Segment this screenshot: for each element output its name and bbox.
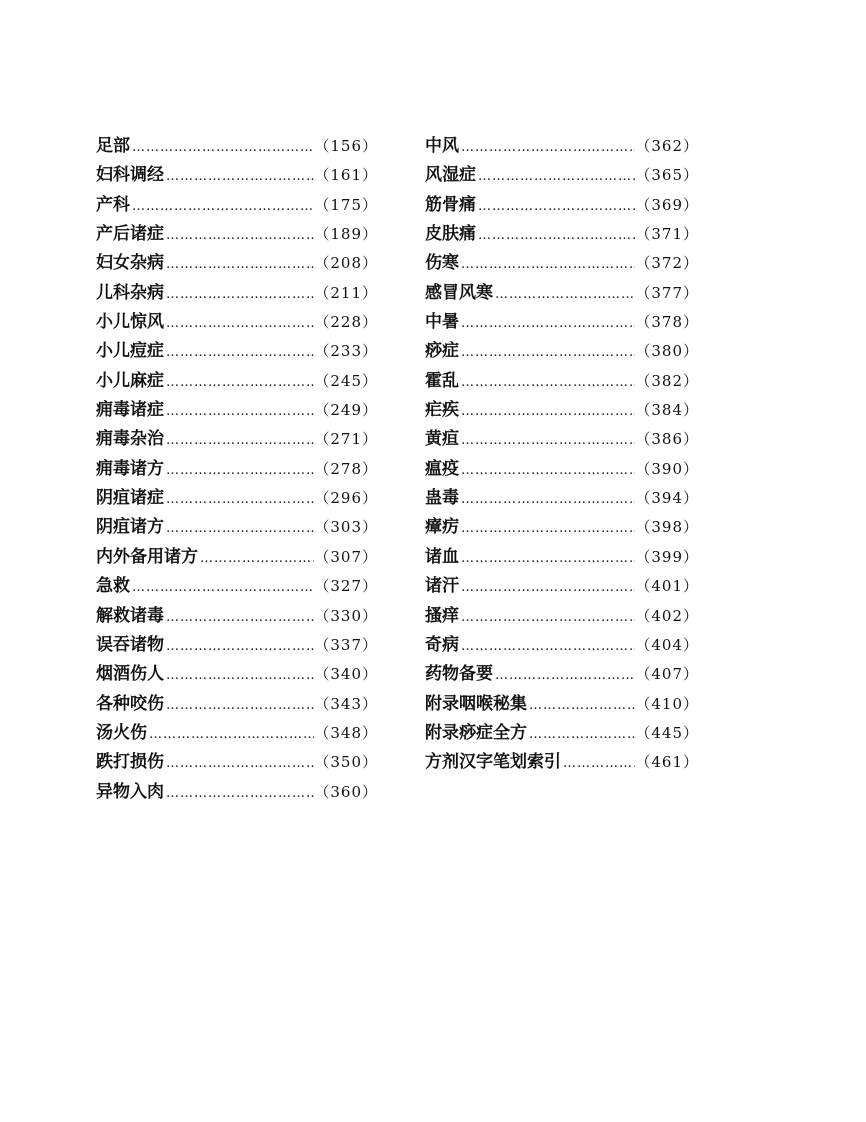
- toc-entry: [425, 190, 699, 219]
- toc-entry-page: （378）: [635, 313, 699, 332]
- toc-entry-page: （398）: [635, 518, 699, 537]
- toc-leader-dots: [459, 580, 635, 595]
- toc-entry-page: （461）: [635, 753, 699, 772]
- toc-entry-page: （380）: [635, 342, 699, 361]
- toc-leader-dots: [164, 463, 314, 478]
- toc-entry-title: 妇科调经: [96, 165, 164, 186]
- toc-entry-page: （340）: [314, 665, 378, 684]
- toc-entry: [425, 424, 699, 453]
- toc-entry-title: 瘟疫: [425, 458, 459, 479]
- toc-entry-title: 伤寒: [425, 253, 459, 274]
- toc-entry: [425, 747, 699, 776]
- toc-entry-page: （343）: [314, 694, 378, 713]
- toc-entry-title: 痈毒诸症: [96, 400, 164, 421]
- toc-entry: [96, 395, 378, 424]
- toc-entry: [96, 718, 378, 747]
- toc-entry: [96, 571, 378, 600]
- toc-leader-dots: [164, 492, 314, 507]
- toc-entry: [425, 248, 699, 277]
- toc-entry-title: 药物备要: [425, 664, 493, 685]
- toc-entry-title: 痈毒杂治: [96, 429, 164, 450]
- toc-entry-title: 阴疽诸方: [96, 517, 164, 538]
- toc-entry-page: （249）: [314, 401, 378, 420]
- toc-leader-dots: [164, 521, 314, 536]
- toc-leader-dots: [164, 375, 314, 390]
- toc-entry-title: 霍乱: [425, 370, 459, 391]
- toc-leader-dots: [476, 169, 635, 184]
- toc-entry-title: 中暑: [425, 312, 459, 333]
- toc-entry-title: 方剂汉字笔划索引: [425, 752, 561, 773]
- toc-entry-title: 小儿痘症: [96, 341, 164, 362]
- toc-entry: [425, 659, 699, 688]
- toc-leader-dots: [459, 492, 635, 507]
- toc-entry: [96, 777, 378, 806]
- toc-leader-dots: [476, 228, 635, 243]
- toc-leader-dots: [198, 551, 314, 566]
- toc-entry: [96, 336, 378, 365]
- toc-entry: [425, 131, 699, 160]
- toc-entry-page: （337）: [314, 635, 378, 654]
- toc-leader-dots: [164, 169, 314, 184]
- toc-entry-page: （211）: [314, 283, 378, 302]
- toc-entry-page: （401）: [635, 577, 699, 596]
- toc-entry-title: 足部: [96, 136, 130, 156]
- toc-entry-title: 误吞诸物: [96, 634, 164, 655]
- toc-entry: [425, 483, 699, 512]
- toc-entry-page: （371）: [635, 225, 699, 244]
- toc-entry-page: （348）: [314, 723, 378, 742]
- toc-entry: [96, 454, 378, 483]
- toc-entry-title: 儿科杂病: [96, 282, 164, 303]
- toc-entry: [425, 395, 699, 424]
- toc-entry-page: （384）: [635, 401, 699, 420]
- toc-leader-dots: [493, 668, 635, 683]
- toc-leader-dots: [164, 698, 314, 713]
- toc-entry-title: 烟酒伤人: [96, 664, 164, 685]
- toc-entry: [96, 278, 378, 307]
- toc-entry: [96, 190, 378, 219]
- toc-entry: [425, 366, 699, 395]
- toc-leader-dots: [164, 756, 314, 771]
- toc-entry: [96, 160, 378, 189]
- toc-entry: [96, 659, 378, 688]
- toc-entry: [96, 747, 378, 776]
- toc-entry-page: （327）: [314, 577, 378, 596]
- toc-entry-title: 痧症: [425, 341, 459, 362]
- toc-leader-dots: [459, 404, 635, 419]
- toc-entry-page: （399）: [635, 547, 699, 566]
- toc-entry-title: 奇病: [425, 634, 459, 655]
- toc-entry: [425, 718, 699, 747]
- toc-leader-dots: [164, 639, 314, 654]
- toc-leader-dots: [459, 316, 635, 331]
- toc-leader-dots: [459, 345, 635, 360]
- toc-leader-dots: [476, 199, 635, 214]
- toc-entry-page: （369）: [635, 195, 699, 214]
- toc-entry: [96, 424, 378, 453]
- toc-entry-title: 诸血: [425, 546, 459, 567]
- toc-left-column: [96, 131, 378, 806]
- toc-entry-title: 小儿惊风: [96, 312, 164, 333]
- toc-entry: [96, 248, 378, 277]
- toc-leader-dots: [527, 727, 635, 742]
- toc-entry: [96, 307, 378, 336]
- toc-entry-page: （390）: [635, 459, 699, 478]
- toc-entry-title: 附录痧症全方: [425, 722, 527, 743]
- toc-entry: [96, 542, 378, 571]
- toc-entry-page: （161）: [314, 166, 378, 185]
- toc-entry-page: （365）: [635, 166, 699, 185]
- toc-entry-title: 产后诸症: [96, 224, 164, 245]
- toc-entry: [425, 571, 699, 600]
- toc-entry-page: （303）: [314, 518, 378, 537]
- toc-entry: [96, 483, 378, 512]
- toc-leader-dots: [493, 287, 635, 302]
- toc-leader-dots: [527, 698, 635, 713]
- toc-entry-page: （402）: [635, 606, 699, 625]
- toc-entry-page: （245）: [314, 371, 378, 390]
- toc-entry-title: 附录咽喉秘集: [425, 693, 527, 714]
- toc-entry: [425, 278, 699, 307]
- toc-entry-title: 诸汗: [425, 576, 459, 597]
- toc-entry-page: （372）: [635, 254, 699, 273]
- toc-entry-page: （189）: [314, 225, 378, 244]
- toc-entry-title: 风湿症: [425, 165, 476, 186]
- toc-entry-title: 疟疾: [425, 400, 459, 421]
- toc-entry-title: 跌打损伤: [96, 752, 164, 773]
- toc-entry: [425, 630, 699, 659]
- toc-leader-dots: [164, 433, 314, 448]
- toc-entry: [425, 307, 699, 336]
- toc-entry: [425, 454, 699, 483]
- toc-entry: [425, 336, 699, 365]
- toc-entry-page: （175）: [314, 195, 378, 214]
- toc-leader-dots: [164, 316, 314, 331]
- toc-entry-title: 产科: [96, 194, 130, 215]
- toc-entry-title: 妇女杂病: [96, 253, 164, 274]
- toc-entry-page: （404）: [635, 635, 699, 654]
- toc-leader-dots: [164, 257, 314, 272]
- toc-leader-dots: [459, 521, 635, 536]
- toc-entry-title: 内外备用诸方: [96, 546, 198, 567]
- toc-leader-dots: [459, 257, 635, 272]
- toc-entry-title: 解救诸毒: [96, 605, 164, 626]
- toc-leader-dots: [130, 580, 314, 595]
- toc-entry-page: （156）: [314, 137, 378, 155]
- toc-leader-dots: [164, 610, 314, 625]
- toc-entry: [96, 366, 378, 395]
- toc-entry: [425, 219, 699, 248]
- toc-leader-dots: [459, 610, 635, 625]
- toc-leader-dots: [130, 140, 314, 155]
- toc-entry: [425, 160, 699, 189]
- toc-leader-dots: [459, 463, 635, 478]
- toc-leader-dots: [459, 433, 635, 448]
- toc-leader-dots: [561, 756, 635, 771]
- toc-entry-title: 感冒风寒: [425, 282, 493, 303]
- toc-entry: [96, 131, 378, 160]
- toc-leader-dots: [164, 287, 314, 302]
- toc-leader-dots: [164, 668, 314, 683]
- toc-leader-dots: [164, 228, 314, 243]
- toc-entry-title: 异物入肉: [96, 781, 164, 802]
- toc-entry-title: 汤火伤: [96, 722, 147, 743]
- toc-entry: [425, 512, 699, 541]
- toc-entry: [96, 219, 378, 248]
- toc-entry-title: 皮肤痛: [425, 224, 476, 245]
- toc-leader-dots: [164, 345, 314, 360]
- toc-entry-title: 各种咬伤: [96, 693, 164, 714]
- toc-entry-title: 小儿麻症: [96, 370, 164, 391]
- toc-entry-title: 急救: [96, 576, 130, 597]
- toc-entry-page: （278）: [314, 459, 378, 478]
- toc-entry-title: 中风: [425, 136, 459, 156]
- toc-entry-page: （410）: [635, 694, 699, 713]
- toc-entry: [96, 512, 378, 541]
- toc-entry-page: （362）: [635, 137, 699, 155]
- toc-entry: [425, 542, 699, 571]
- toc-entry-title: 筋骨痛: [425, 194, 476, 215]
- toc-entry-page: （233）: [314, 342, 378, 361]
- toc-entry-page: （382）: [635, 371, 699, 390]
- toc-entry: [96, 601, 378, 630]
- toc-entry: [425, 601, 699, 630]
- toc-leader-dots: [164, 786, 314, 801]
- toc-leader-dots: [164, 404, 314, 419]
- toc-entry: [96, 630, 378, 659]
- toc-right-column: [425, 131, 699, 777]
- toc-leader-dots: [459, 551, 635, 566]
- toc-entry-title: 蛊毒: [425, 488, 459, 509]
- toc-entry: [425, 689, 699, 718]
- toc-entry-page: （307）: [314, 547, 378, 566]
- toc-entry-page: （407）: [635, 665, 699, 684]
- toc-entry-title: 瘴疠: [425, 517, 459, 538]
- toc-entry-page: （271）: [314, 430, 378, 449]
- toc-leader-dots: [459, 639, 635, 654]
- toc-entry-title: 搔痒: [425, 605, 459, 626]
- toc-entry-page: （360）: [314, 782, 378, 801]
- toc-entry-title: 痈毒诸方: [96, 458, 164, 479]
- toc-entry-page: （386）: [635, 430, 699, 449]
- toc-entry-page: （228）: [314, 313, 378, 332]
- toc-entry-page: （394）: [635, 489, 699, 508]
- toc-entry-page: （330）: [314, 606, 378, 625]
- toc-leader-dots: [147, 727, 314, 742]
- toc-entry-page: （208）: [314, 254, 378, 273]
- toc-entry-title: 阴疽诸症: [96, 488, 164, 509]
- toc-leader-dots: [459, 375, 635, 390]
- toc-entry-page: （377）: [635, 283, 699, 302]
- toc-entry-title: 黄疸: [425, 429, 459, 450]
- toc-leader-dots: [459, 140, 635, 155]
- toc-leader-dots: [130, 199, 314, 214]
- toc-entry-page: （296）: [314, 489, 378, 508]
- toc-entry-page: （445）: [635, 723, 699, 742]
- toc-entry-page: （350）: [314, 753, 378, 772]
- toc-entry: [96, 689, 378, 718]
